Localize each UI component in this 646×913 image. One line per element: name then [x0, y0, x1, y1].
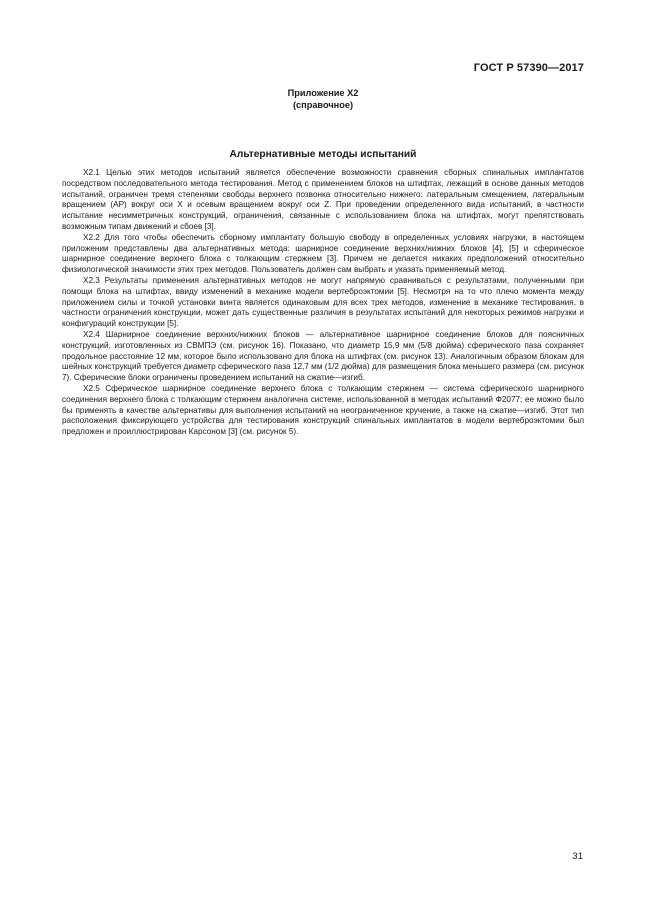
- paragraph-x2-1: X2.1 Целью этих методов испытаний является обеспечение возможности сравнения сборных спинальных имплантатов посредством последовательного метода тестирования. Метод с применением блоков на штифтах, лежащий в основе данных методов испытаний, ограничен тремя степенями свободы верхнего позвонка относительно нижнего: латеральным смещением, латеральным вращением (АР) вокруг оси X и осевым вращением вокруг оси Z. При проведении определенного вида испытаний, в частности испытание несимметричных конструкций, ограничения, связанные с использованием блока на штифтах, могут препятствовать возможным типам движений и сбоев [3].: [62, 168, 584, 231]
- paragraph-x2-4: X2.4 Шарнирное соединение верхних/нижних блоков — альтернативное шарнирное соединение блоков для поясничных конструкций, изготовленных из СВМПЭ (см. рисунок 16). Показано, что диаметр 15,9 мм (5/8 дюйма) сферического паза сохраняет продольное расстояние 12 мм, которое было использовано для блока на штифтах (см. рисунок 13). Аналогичным образом блокам для шейных конструкций требуется диаметр сферического паза 12,7 мм (1/2 дюйма) для размещения блока меньшего размера (см. рисунок 7). Сферические блоки ограничены проведением испытаний на сжатие—изгиб.: [62, 329, 584, 383]
- paragraph-x2-5: X2.5 Сферическое шарнирное соединение верхнего блока с толкающим стержнем — система сферического шарнирного соединения верхнего блока с толкающим стержнем аналогична системе, использованной в методах испытаний Ф2077; ее можно было бы применять в качестве альтернативы для выполнения испытаний на неограниченное кручение, а также на сжатие—изгиб. Этот тип расположения фиксирующего устройства для тестирования конструкций спинальных имплантатов в модели вертеброэктомии был предложен и проиллюстрирован Карсоном [3] (см. рисунок 5).: [62, 383, 584, 437]
- page-number: 31: [572, 851, 583, 862]
- paragraph-x2-3: X2.3 Результаты применения альтернативных методов не могут напрямую сравниваться с результатами, полученными при помощи блока на штифтах, ввиду изменений в механике модели вертеброэктомии [5]. Несмотря на то что плечо момента между приложением силы и точкой установки винта является одинаковым для всех трех методов, изменение в механике тестирования, в частности ограничения конструкции, может дать существенные различия в результатах испытаний для некоторых режимов нагрузки и конфигураций конструкции [5].: [62, 275, 584, 329]
- standard-code: ГОСТ Р 57390—2017: [473, 62, 584, 74]
- section-title: Альтернативные методы испытаний: [229, 149, 417, 160]
- annex-subtitle: (справочное): [292, 100, 353, 110]
- body-text: [62, 168, 584, 438]
- paragraph-x2-2: X2.2 Для того чтобы обеспечить сборному имплантату большую свободу в определенных условиях нагрузки, в настоящем приложении представлены два альтернативных метода: шарнирное соединение верхних/нижних блоков [4], [5] и сферическое шарнирное соединение верхнего блока с толкающим стержнем [3]. Причем не делается никаких предположений относительно физиологической значимости этих трех методов. Пользователь должен сам выбрать и указать применяемый метод.: [62, 232, 584, 275]
- annex-title: Приложение X2: [287, 88, 359, 98]
- annex-heading: [0, 87, 646, 111]
